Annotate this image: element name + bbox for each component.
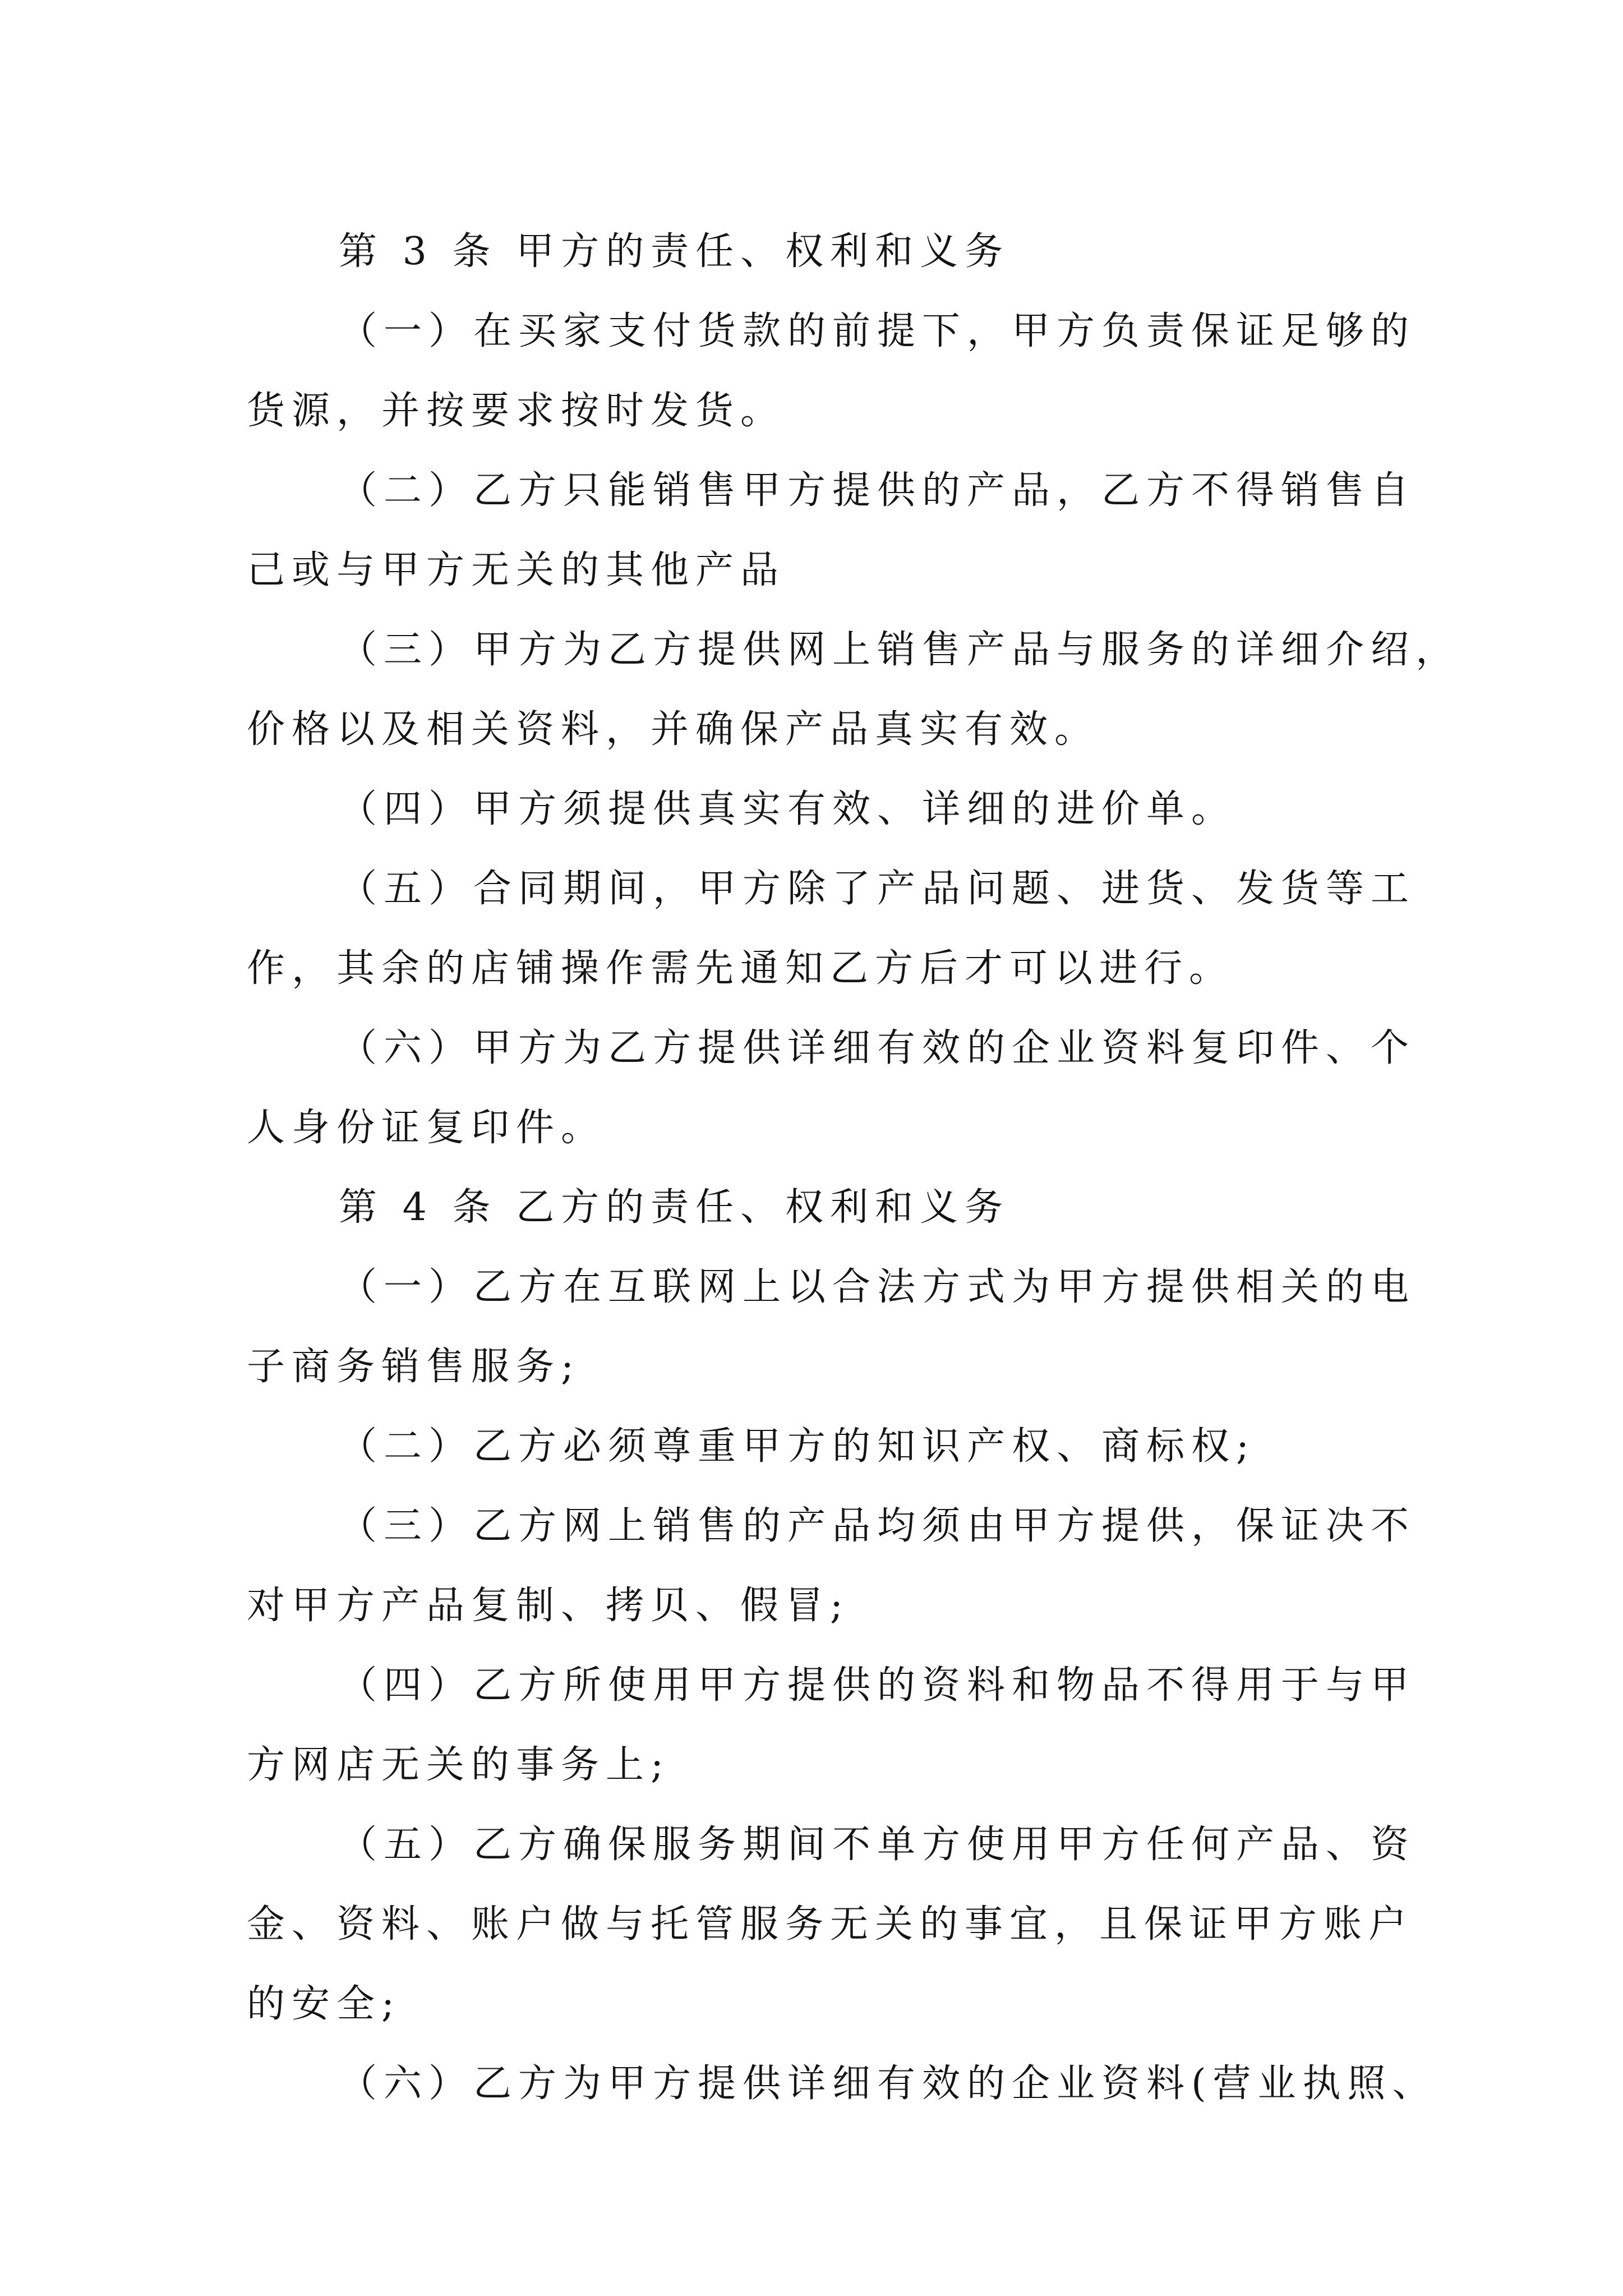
article-4-clause-5-cont2: 的安全; bbox=[247, 1982, 401, 2026]
article-4-clause-3-cont: 对甲方产品复制、拷贝、假冒; bbox=[247, 1584, 850, 1628]
article-3-clause-4: （四）甲方须提供真实有效、详细的进价单。 bbox=[339, 787, 1237, 831]
article-4-clause-4-cont: 方网店无关的事务上; bbox=[247, 1743, 670, 1787]
article-3-clause-1: （一）在买家支付货款的前提下，甲方负责保证足够的 bbox=[339, 309, 1416, 353]
article-4-clause-2: （二）乙方必须尊重甲方的知识产权、商标权; bbox=[339, 1424, 1256, 1469]
article-3-clause-2-cont: 己或与甲方无关的其他产品 bbox=[247, 548, 786, 592]
article-4-clause-1: （一）乙方在互联网上以合法方式为甲方提供相关的电 bbox=[339, 1265, 1416, 1309]
article-4-clause-6: （六）乙方为甲方提供详细有效的企业资料(营业执照、 bbox=[339, 2062, 1437, 2106]
article-3-clause-2: （二）乙方只能销售甲方提供的产品，乙方不得销售自 bbox=[339, 468, 1416, 513]
article-4-clause-4: （四）乙方所使用甲方提供的资料和物品不得用于与甲 bbox=[339, 1663, 1416, 1708]
article-3-clause-3-cont: 价格以及相关资料，并确保产品真实有效。 bbox=[247, 707, 1100, 752]
article-3-clause-6-cont: 人身份证复印件。 bbox=[247, 1106, 606, 1150]
document-body bbox=[247, 212, 1461, 2124]
article-4-heading: 第 4 条 乙方的责任、权利和义务 bbox=[339, 1185, 1010, 1230]
article-3-clause-6: （六）甲方为乙方提供详细有效的企业资料复印件、个 bbox=[339, 1026, 1416, 1070]
article-3-clause-3: （三）甲方为乙方提供网上销售产品与服务的详细介绍， bbox=[339, 628, 1461, 672]
article-3-clause-1-cont: 货源，并按要求按时发货。 bbox=[247, 389, 786, 433]
article-3-clause-5: （五）合同期间，甲方除了产品问题、进货、发货等工 bbox=[339, 867, 1416, 911]
article-4-clause-3: （三）乙方网上销售的产品均须由甲方提供，保证决不 bbox=[339, 1504, 1416, 1548]
article-3-heading: 第 3 条 甲方的责任、权利和义务 bbox=[339, 229, 1010, 274]
article-4-clause-1-cont: 子商务销售服务; bbox=[247, 1345, 580, 1389]
article-3-clause-5-cont: 作，其余的店铺操作需先通知乙方后才可以进行。 bbox=[247, 946, 1234, 991]
article-4-clause-5-cont: 金、资料、账户做与托管服务无关的事宜，且保证甲方账户 bbox=[247, 1902, 1414, 1947]
article-4-clause-5: （五）乙方确保服务期间不单方使用甲方任何产品、资 bbox=[339, 1823, 1416, 1867]
